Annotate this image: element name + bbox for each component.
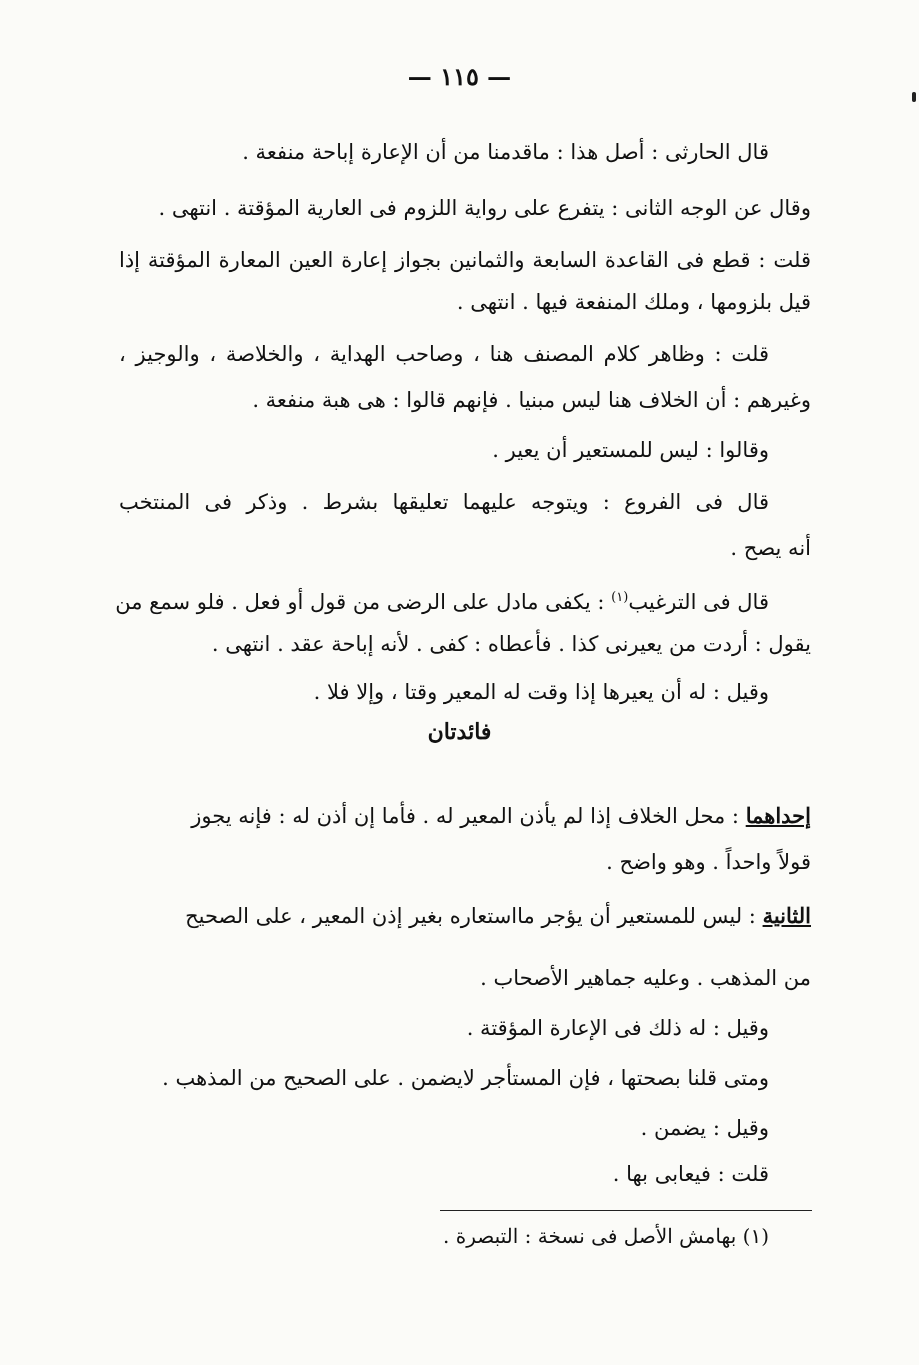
text-line: وقالوا : ليس للمستعير أن يعير . (492, 438, 769, 462)
text-line: قيل بلزومها ، وملك المنفعة فيها . انتهى . (456, 290, 811, 314)
text-line: قولاً واحداً . وهو واضح . (606, 850, 811, 874)
text-line: قال الحارثى : أصل هذا : ماقدمنا من أن الإعارة إباحة منفعة . (242, 140, 769, 164)
footnote-divider (440, 1210, 812, 1211)
page-number: — ١١٥ — (407, 62, 512, 91)
benefit-label: الثانية (762, 903, 811, 928)
footnote-ref: (١) (611, 590, 629, 605)
text-fragment: : محل الخلاف إذا لم يأذن المعير له . فأما إن أذن له : فإنه يجوز (191, 804, 740, 828)
text-line: من المذهب . وعليه جماهير الأصحاب . (480, 966, 811, 990)
text-line: وقيل : له أن يعيرها إذا وقت له المعير وقتا ، وإلا فلا . (313, 680, 769, 704)
text-line: قلت : وظاهر كلام المصنف هنا ، وصاحب الهداية ، والخلاصة ، والوجيز ، (119, 342, 769, 366)
section-heading: فائدتان (427, 719, 492, 745)
text-line: وقال عن الوجه الثانى : يتفرع على رواية اللزوم فى العارية المؤقتة . انتهى . (158, 196, 811, 220)
text-line: يقول : أردت من يعيرنى كذا . فأعطاه : كفى . لأنه إباحة عقد . انتهى . (211, 632, 811, 656)
text-line: وقيل : له ذلك فى الإعارة المؤقتة . (466, 1016, 769, 1040)
text-fragment: : يكفى مادل على الرضى من قول أو فعل . فلو سمع من (115, 590, 605, 614)
text-line: وغيرهم : أن الخلاف هنا ليس مبنيا . فإنهم قالوا : هى هبة منفعة . (252, 388, 811, 412)
scan-mark (912, 92, 916, 102)
text-line: أنه يصح . (730, 536, 811, 560)
text-line: قلت : فيعابى بها . (612, 1162, 769, 1186)
text-fragment: : ليس للمستعير أن يؤجر مااستعاره بغير إذن المعير ، على الصحيح (185, 904, 756, 928)
benefit-label: إحداهما (745, 803, 811, 828)
text-line (119, 796, 811, 836)
text-line: قال فى الفروع : ويتوجه عليهما تعليقها بشرط . وذكر فى المنتخب (119, 490, 769, 514)
text-line-with-footnote (115, 578, 769, 622)
footnote: (١) بهامش الأصل فى نسخة : التبصرة . (443, 1224, 769, 1248)
text-line: وقيل : يضمن . (640, 1116, 769, 1140)
text-fragment: قال فى الترغيب (628, 590, 769, 614)
text-line: قلت : قطع فى القاعدة السابعة والثمانين بجواز إعارة العين المعارة المؤقتة إذا (119, 248, 811, 272)
text-line (119, 896, 811, 936)
text-line: ومتى قلنا بصحتها ، فإن المستأجر لايضمن . على الصحيح من المذهب . (162, 1066, 769, 1090)
